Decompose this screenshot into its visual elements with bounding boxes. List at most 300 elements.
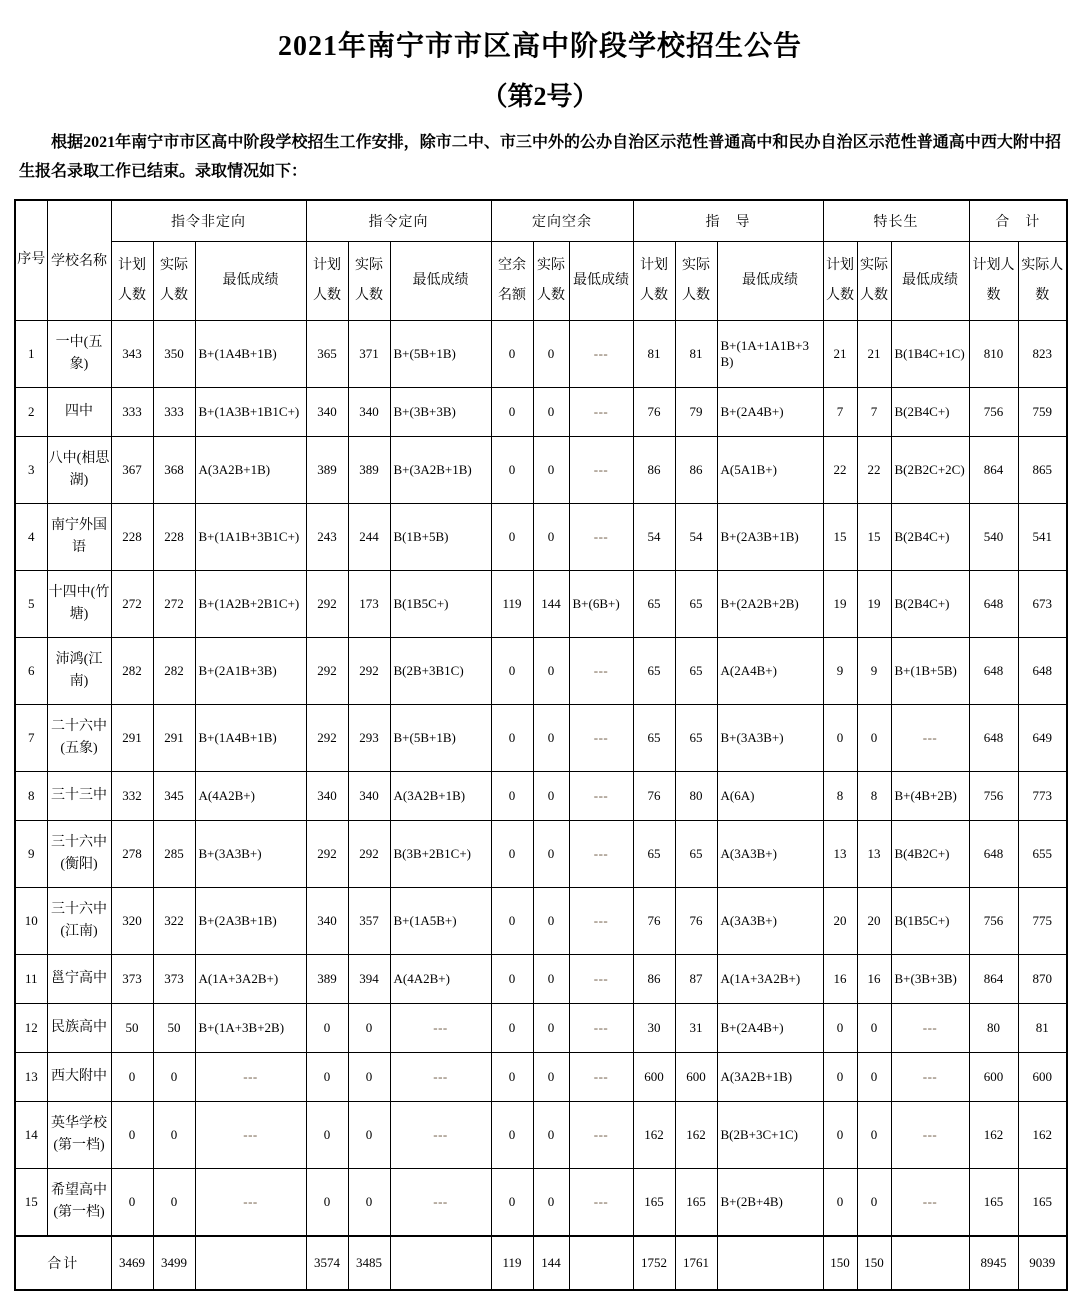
data-cell: 173 xyxy=(348,570,390,637)
data-cell: 76 xyxy=(633,887,675,954)
data-cell: A(5A1B+) xyxy=(717,436,823,503)
data-cell: 394 xyxy=(348,954,390,1003)
total-cell: 3499 xyxy=(153,1236,195,1290)
data-cell: 87 xyxy=(675,954,717,1003)
data-cell: 322 xyxy=(153,887,195,954)
total-cell: 3469 xyxy=(111,1236,153,1290)
data-cell: B+(3B+3B) xyxy=(891,954,969,1003)
data-cell: 541 xyxy=(1018,503,1067,570)
data-cell: 0 xyxy=(491,503,533,570)
data-cell: 648 xyxy=(969,637,1018,704)
data-cell: 320 xyxy=(111,887,153,954)
data-cell: 292 xyxy=(306,637,348,704)
school-name: 南宁外国语 xyxy=(47,503,111,570)
data-cell: 870 xyxy=(1018,954,1067,1003)
school-name: 民族高中 xyxy=(47,1003,111,1052)
data-cell: 228 xyxy=(153,503,195,570)
data-cell: 756 xyxy=(969,771,1018,820)
group-header-targeted-surplus: 定向空余 xyxy=(491,200,633,242)
school-name: 三十三中 xyxy=(47,771,111,820)
data-cell: --- xyxy=(891,1052,969,1101)
data-cell: 0 xyxy=(348,1003,390,1052)
data-cell: B+(2A4B+) xyxy=(717,1003,823,1052)
data-cell: B+(2A4B+) xyxy=(717,387,823,436)
data-cell: 332 xyxy=(111,771,153,820)
data-cell: 7 xyxy=(823,387,857,436)
data-cell: A(4A2B+) xyxy=(390,954,491,1003)
data-cell: 0 xyxy=(857,704,891,771)
data-cell: --- xyxy=(569,637,633,704)
data-cell: 76 xyxy=(633,387,675,436)
data-cell: 65 xyxy=(675,820,717,887)
data-cell: --- xyxy=(569,1003,633,1052)
data-cell: --- xyxy=(569,954,633,1003)
data-cell: 600 xyxy=(1018,1052,1067,1101)
data-cell: 0 xyxy=(491,771,533,820)
data-cell: 0 xyxy=(153,1168,195,1236)
data-cell: B+(1A4B+1B) xyxy=(195,704,306,771)
data-cell: B(2B2C+2C) xyxy=(891,436,969,503)
data-cell: 285 xyxy=(153,820,195,887)
page-subtitle: （第2号） xyxy=(481,82,599,111)
data-cell: 648 xyxy=(1018,637,1067,704)
data-cell: --- xyxy=(569,1052,633,1101)
table-row xyxy=(15,570,1067,637)
data-cell: B+(2A3B+1B) xyxy=(195,887,306,954)
data-cell: 0 xyxy=(111,1052,153,1101)
row-number: 11 xyxy=(15,954,47,1003)
data-cell: B(2B4C+) xyxy=(891,570,969,637)
data-cell: 0 xyxy=(533,887,569,954)
data-cell: 864 xyxy=(969,954,1018,1003)
header-seq: 序号 xyxy=(15,200,47,321)
data-cell: B+(5B+1B) xyxy=(390,704,491,771)
data-cell: 162 xyxy=(969,1101,1018,1168)
group-header-total: 合 计 xyxy=(969,200,1067,242)
data-cell: 0 xyxy=(306,1052,348,1101)
data-cell: 773 xyxy=(1018,771,1067,820)
data-cell: 810 xyxy=(969,320,1018,387)
data-cell: 9 xyxy=(823,637,857,704)
data-cell: 282 xyxy=(153,637,195,704)
data-cell: 86 xyxy=(675,436,717,503)
data-cell: --- xyxy=(390,1052,491,1101)
total-cell xyxy=(195,1236,306,1290)
data-cell: --- xyxy=(569,887,633,954)
data-cell: 775 xyxy=(1018,887,1067,954)
total-cell xyxy=(717,1236,823,1290)
data-cell: 0 xyxy=(491,887,533,954)
data-cell: A(6A) xyxy=(717,771,823,820)
header-school-name: 学校名称 xyxy=(47,200,111,321)
data-cell: 0 xyxy=(491,1003,533,1052)
data-cell: B(2B+3C+1C) xyxy=(717,1101,823,1168)
intro-paragraph: 根据2021年南宁市市区高中阶段学校招生工作安排，除市二中、市三中外的公办自治区示范性普通高中和民办自治区示范性普通高中西大附中招生报名录取工作已结束。录取情况如下： xyxy=(19,134,1061,180)
data-cell: 340 xyxy=(306,387,348,436)
data-cell: --- xyxy=(569,820,633,887)
data-cell: 292 xyxy=(306,570,348,637)
data-cell: --- xyxy=(390,1101,491,1168)
school-name: 希望高中(第一档) xyxy=(47,1168,111,1236)
data-cell: 0 xyxy=(533,704,569,771)
data-cell: 50 xyxy=(153,1003,195,1052)
data-cell: 13 xyxy=(857,820,891,887)
data-cell: 0 xyxy=(533,771,569,820)
data-cell: --- xyxy=(891,1168,969,1236)
data-cell: 357 xyxy=(348,887,390,954)
data-cell: 655 xyxy=(1018,820,1067,887)
data-cell: 0 xyxy=(491,704,533,771)
data-cell: 0 xyxy=(491,387,533,436)
data-cell: 600 xyxy=(969,1052,1018,1101)
school-name: 八中(相思湖) xyxy=(47,436,111,503)
data-cell: 15 xyxy=(823,503,857,570)
data-cell: 30 xyxy=(633,1003,675,1052)
row-number: 5 xyxy=(15,570,47,637)
data-cell: 371 xyxy=(348,320,390,387)
data-cell: 65 xyxy=(675,704,717,771)
row-number: 8 xyxy=(15,771,47,820)
data-cell: 8 xyxy=(823,771,857,820)
data-cell: 292 xyxy=(306,820,348,887)
data-cell: 0 xyxy=(491,320,533,387)
data-cell: 0 xyxy=(533,436,569,503)
data-cell: B+(3B+3B) xyxy=(390,387,491,436)
column-header: 最低成绩 xyxy=(195,241,306,320)
data-cell: --- xyxy=(891,704,969,771)
data-cell: 0 xyxy=(857,1168,891,1236)
data-cell: 0 xyxy=(491,1101,533,1168)
data-cell: 823 xyxy=(1018,320,1067,387)
data-cell: 0 xyxy=(823,1052,857,1101)
data-cell: 865 xyxy=(1018,436,1067,503)
data-cell: 0 xyxy=(306,1003,348,1052)
column-header: 实际人数 xyxy=(675,241,717,320)
school-name: 十四中(竹塘) xyxy=(47,570,111,637)
total-label: 合计 xyxy=(15,1236,111,1290)
data-cell: B(2B+3B1C) xyxy=(390,637,491,704)
data-cell: 0 xyxy=(857,1052,891,1101)
data-cell: 0 xyxy=(306,1101,348,1168)
data-cell: 0 xyxy=(491,1168,533,1236)
table-row xyxy=(15,503,1067,570)
total-cell: 150 xyxy=(857,1236,891,1290)
total-cell: 1752 xyxy=(633,1236,675,1290)
data-cell: 292 xyxy=(348,637,390,704)
school-name: 邕宁高中 xyxy=(47,954,111,1003)
data-cell: 389 xyxy=(348,436,390,503)
data-cell: 649 xyxy=(1018,704,1067,771)
data-cell: B+(1A5B+) xyxy=(390,887,491,954)
data-cell: 54 xyxy=(675,503,717,570)
table-row xyxy=(15,436,1067,503)
column-header: 最低成绩 xyxy=(717,241,823,320)
data-cell: 0 xyxy=(491,436,533,503)
total-row xyxy=(15,1236,1067,1290)
data-cell: --- xyxy=(195,1052,306,1101)
row-number: 13 xyxy=(15,1052,47,1101)
data-cell: 244 xyxy=(348,503,390,570)
data-cell: 144 xyxy=(533,570,569,637)
data-cell: A(1A+3A2B+) xyxy=(195,954,306,1003)
data-cell: 272 xyxy=(153,570,195,637)
data-cell: --- xyxy=(569,1101,633,1168)
data-cell: 19 xyxy=(857,570,891,637)
data-cell: 0 xyxy=(533,320,569,387)
column-header: 计划人数 xyxy=(633,241,675,320)
data-cell: 333 xyxy=(111,387,153,436)
data-cell: 368 xyxy=(153,436,195,503)
data-cell: 0 xyxy=(857,1101,891,1168)
total-cell: 3485 xyxy=(348,1236,390,1290)
data-cell: A(2A4B+) xyxy=(717,637,823,704)
data-cell: 165 xyxy=(1018,1168,1067,1236)
column-header: 最低成绩 xyxy=(569,241,633,320)
data-cell: 0 xyxy=(823,704,857,771)
column-header: 计划人数 xyxy=(969,241,1018,320)
data-cell: 0 xyxy=(823,1101,857,1168)
data-cell: 65 xyxy=(633,820,675,887)
data-cell: 22 xyxy=(823,436,857,503)
school-name: 西大附中 xyxy=(47,1052,111,1101)
row-number: 15 xyxy=(15,1168,47,1236)
data-cell: B+(3A2B+1B) xyxy=(390,436,491,503)
data-cell: 86 xyxy=(633,954,675,1003)
data-cell: 333 xyxy=(153,387,195,436)
data-cell: 0 xyxy=(348,1052,390,1101)
data-cell: B(1B5C+) xyxy=(891,887,969,954)
data-cell: 0 xyxy=(533,1003,569,1052)
data-cell: 648 xyxy=(969,704,1018,771)
data-cell: 340 xyxy=(348,771,390,820)
data-cell: B(3B+2B1C+) xyxy=(390,820,491,887)
data-cell: 0 xyxy=(533,503,569,570)
table-row xyxy=(15,820,1067,887)
data-cell: 340 xyxy=(306,771,348,820)
table-row xyxy=(15,1168,1067,1236)
data-cell: B(4B2C+) xyxy=(891,820,969,887)
data-cell: 673 xyxy=(1018,570,1067,637)
data-cell: A(3A2B+1B) xyxy=(195,436,306,503)
row-number: 4 xyxy=(15,503,47,570)
total-cell: 3574 xyxy=(306,1236,348,1290)
data-cell: 340 xyxy=(348,387,390,436)
data-cell: 81 xyxy=(1018,1003,1067,1052)
data-cell: --- xyxy=(195,1101,306,1168)
data-cell: B+(1A+3B+2B) xyxy=(195,1003,306,1052)
column-header: 实际人数 xyxy=(153,241,195,320)
table-row xyxy=(15,320,1067,387)
data-cell: 864 xyxy=(969,436,1018,503)
column-header: 最低成绩 xyxy=(390,241,491,320)
data-cell: 0 xyxy=(491,637,533,704)
column-header: 最低成绩 xyxy=(891,241,969,320)
data-cell: 365 xyxy=(306,320,348,387)
data-cell: 0 xyxy=(491,820,533,887)
data-cell: --- xyxy=(569,320,633,387)
data-cell: 76 xyxy=(675,887,717,954)
data-cell: 0 xyxy=(533,954,569,1003)
data-cell: 0 xyxy=(857,1003,891,1052)
data-cell: 340 xyxy=(306,887,348,954)
column-header: 空余名额 xyxy=(491,241,533,320)
column-header: 计划人数 xyxy=(111,241,153,320)
row-number: 2 xyxy=(15,387,47,436)
page-title: 2021年南宁市市区高中阶段学校招生公告 xyxy=(277,31,802,62)
data-cell: B(2B4C+) xyxy=(891,387,969,436)
data-cell: 19 xyxy=(823,570,857,637)
row-number: 1 xyxy=(15,320,47,387)
data-cell: B+(1A1B+3B1C+) xyxy=(195,503,306,570)
data-cell: 8 xyxy=(857,771,891,820)
table-subheader-row xyxy=(15,241,1067,320)
data-cell: 21 xyxy=(823,320,857,387)
row-number: 14 xyxy=(15,1101,47,1168)
data-cell: B+(1B+5B) xyxy=(891,637,969,704)
data-cell: 282 xyxy=(111,637,153,704)
column-header: 实际人数 xyxy=(348,241,390,320)
data-cell: B+(1A4B+1B) xyxy=(195,320,306,387)
data-cell: B+(1A3B+1B1C+) xyxy=(195,387,306,436)
row-number: 12 xyxy=(15,1003,47,1052)
data-cell: 165 xyxy=(969,1168,1018,1236)
data-cell: --- xyxy=(390,1003,491,1052)
row-number: 3 xyxy=(15,436,47,503)
data-cell: 291 xyxy=(153,704,195,771)
data-cell: 20 xyxy=(823,887,857,954)
data-cell: 350 xyxy=(153,320,195,387)
data-cell: 0 xyxy=(533,637,569,704)
table-row xyxy=(15,1052,1067,1101)
data-cell: 54 xyxy=(633,503,675,570)
data-cell: 0 xyxy=(823,1168,857,1236)
data-cell: 278 xyxy=(111,820,153,887)
data-cell: 22 xyxy=(857,436,891,503)
column-header: 计划人数 xyxy=(823,241,857,320)
table-row xyxy=(15,887,1067,954)
data-cell: 50 xyxy=(111,1003,153,1052)
data-cell: 165 xyxy=(633,1168,675,1236)
data-cell: B+(2A1B+3B) xyxy=(195,637,306,704)
data-cell: --- xyxy=(390,1168,491,1236)
data-cell: 0 xyxy=(533,820,569,887)
data-cell: 756 xyxy=(969,887,1018,954)
table-row xyxy=(15,387,1067,436)
data-cell: 228 xyxy=(111,503,153,570)
data-cell: B+(1A+1A1B+3B) xyxy=(717,320,823,387)
data-cell: 16 xyxy=(823,954,857,1003)
data-cell: 272 xyxy=(111,570,153,637)
table-row xyxy=(15,637,1067,704)
school-name: 英华学校(第一档) xyxy=(47,1101,111,1168)
data-cell: 648 xyxy=(969,570,1018,637)
data-cell: --- xyxy=(569,387,633,436)
data-cell: 9 xyxy=(857,637,891,704)
data-cell: 7 xyxy=(857,387,891,436)
group-header-directive-targeted: 指令定向 xyxy=(306,200,491,242)
table-group-header-row xyxy=(15,200,1067,242)
row-number: 6 xyxy=(15,637,47,704)
data-cell: 293 xyxy=(348,704,390,771)
data-cell: B(1B+5B) xyxy=(390,503,491,570)
data-cell: 0 xyxy=(348,1101,390,1168)
data-cell: B+(2A2B+2B) xyxy=(717,570,823,637)
data-cell: A(3A3B+) xyxy=(717,820,823,887)
data-cell: 0 xyxy=(491,1052,533,1101)
data-cell: 65 xyxy=(675,637,717,704)
data-cell: --- xyxy=(891,1003,969,1052)
data-cell: 0 xyxy=(153,1101,195,1168)
data-cell: 343 xyxy=(111,320,153,387)
group-header-directive-nontargeted: 指令非定向 xyxy=(111,200,306,242)
total-cell: 144 xyxy=(533,1236,569,1290)
table-row xyxy=(15,954,1067,1003)
data-cell: B+(3A3B+) xyxy=(195,820,306,887)
data-cell: B+(1A2B+2B1C+) xyxy=(195,570,306,637)
data-cell: 65 xyxy=(633,570,675,637)
data-cell: 0 xyxy=(348,1168,390,1236)
data-cell: --- xyxy=(569,436,633,503)
data-cell: A(1A+3A2B+) xyxy=(717,954,823,1003)
data-cell: 81 xyxy=(633,320,675,387)
column-header: 实际人数 xyxy=(1018,241,1067,320)
data-cell: B(1B4C+1C) xyxy=(891,320,969,387)
data-cell: 79 xyxy=(675,387,717,436)
total-cell xyxy=(569,1236,633,1290)
data-cell: 0 xyxy=(491,954,533,1003)
data-cell: A(3A2B+1B) xyxy=(717,1052,823,1101)
data-cell: B+(2B+4B) xyxy=(717,1168,823,1236)
data-cell: 162 xyxy=(675,1101,717,1168)
data-cell: 389 xyxy=(306,436,348,503)
data-cell: 600 xyxy=(633,1052,675,1101)
data-cell: --- xyxy=(569,704,633,771)
data-cell: 0 xyxy=(153,1052,195,1101)
data-cell: B(1B5C+) xyxy=(390,570,491,637)
column-header: 计划人数 xyxy=(306,241,348,320)
data-cell: 345 xyxy=(153,771,195,820)
data-cell: 0 xyxy=(111,1168,153,1236)
group-header-special-talent: 特长生 xyxy=(823,200,969,242)
data-cell: B+(6B+) xyxy=(569,570,633,637)
data-cell: B(2B4C+) xyxy=(891,503,969,570)
data-cell: 0 xyxy=(111,1101,153,1168)
data-cell: 15 xyxy=(857,503,891,570)
total-cell xyxy=(891,1236,969,1290)
data-cell: 540 xyxy=(969,503,1018,570)
data-cell: 291 xyxy=(111,704,153,771)
data-cell: 80 xyxy=(675,771,717,820)
data-cell: 0 xyxy=(823,1003,857,1052)
data-cell: 162 xyxy=(1018,1101,1067,1168)
data-cell: --- xyxy=(891,1101,969,1168)
data-cell: A(3A2B+1B) xyxy=(390,771,491,820)
data-cell: 65 xyxy=(633,637,675,704)
data-cell: --- xyxy=(569,1168,633,1236)
data-cell: 389 xyxy=(306,954,348,1003)
total-cell: 8945 xyxy=(969,1236,1018,1290)
column-header: 实际人数 xyxy=(857,241,891,320)
table-row xyxy=(15,771,1067,820)
data-cell: 0 xyxy=(533,1101,569,1168)
data-cell: 243 xyxy=(306,503,348,570)
data-cell: 65 xyxy=(633,704,675,771)
data-cell: 80 xyxy=(969,1003,1018,1052)
data-cell: 31 xyxy=(675,1003,717,1052)
school-name: 一中(五象) xyxy=(47,320,111,387)
data-cell: 0 xyxy=(533,1168,569,1236)
school-name: 二十六中(五象) xyxy=(47,704,111,771)
